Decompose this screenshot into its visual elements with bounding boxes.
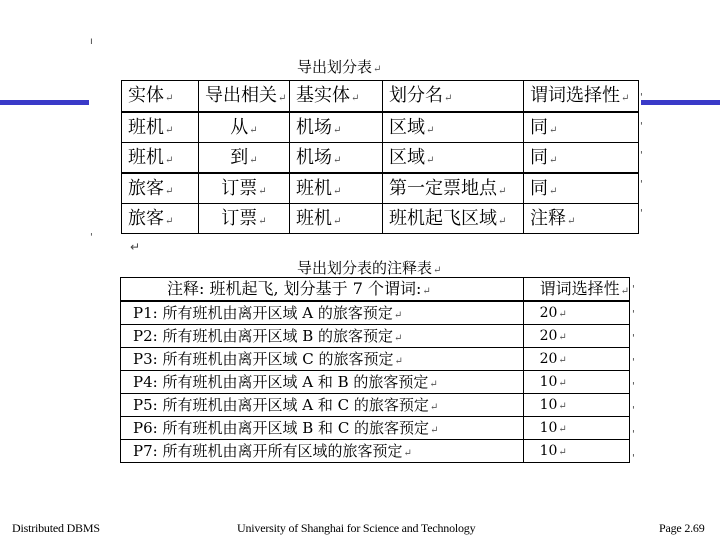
row-end-mark: ' xyxy=(640,121,643,132)
table-row xyxy=(121,371,630,394)
header-cell: 谓词选择性↵ xyxy=(524,81,639,113)
table-row xyxy=(121,440,630,463)
row-end-mark: ' xyxy=(632,284,635,295)
table-row xyxy=(121,348,630,371)
row-end-mark: ' xyxy=(632,453,635,464)
table-row xyxy=(122,173,639,204)
table-cell: 到↵ xyxy=(199,143,290,174)
row-end-mark: ' xyxy=(640,208,643,219)
table-cell: 机场↵ xyxy=(290,143,383,174)
header-cell: 实体↵ xyxy=(122,81,199,113)
table-row xyxy=(121,417,630,440)
table-cell: 班机↵ xyxy=(122,143,199,174)
header-cell: 导出相关↵ xyxy=(199,81,290,113)
selectivity-cell: 10↵ xyxy=(523,417,629,440)
table-cell: 班机↵ xyxy=(290,204,383,234)
table-cell: 旅客↵ xyxy=(122,204,199,234)
predicate-cell: P6: 所有班机由离开区域 B 和 C 的旅客预定↵ xyxy=(121,417,524,440)
selectivity-cell: 20↵ xyxy=(523,348,629,371)
predicate-cell: P1: 所有班机由离开区域 A 的旅客预定↵ xyxy=(121,301,524,325)
empty-paragraph-mark: ↵ xyxy=(130,240,141,254)
table-row xyxy=(122,112,639,143)
row-end-mark: ' xyxy=(640,92,643,103)
predicate-cell: P7: 所有班机由离开所有区域的旅客预定↵ xyxy=(121,440,524,463)
table-row xyxy=(121,301,630,325)
footer-page-number: Page 2.69 xyxy=(659,521,705,535)
footer-university: University of Shanghai for Science and Technology xyxy=(237,521,476,535)
left-accent-bar xyxy=(0,100,89,105)
table-cell: 机场↵ xyxy=(290,112,383,143)
row-end-mark: ' xyxy=(632,333,635,344)
table-cell: 订票↵ xyxy=(199,173,290,204)
table-cell: 班机↵ xyxy=(122,112,199,143)
predicate-cell: P5: 所有班机由离开区域 A 和 C 的旅客预定↵ xyxy=(121,394,524,417)
row-end-mark: ' xyxy=(632,357,635,368)
header-cell: 基实体↵ xyxy=(290,81,383,113)
partition-annotation-table xyxy=(120,277,630,463)
table-row xyxy=(122,204,639,234)
table-cell: 订票↵ xyxy=(199,204,290,234)
selectivity-cell: 20↵ xyxy=(523,301,629,325)
stray-mark-top: ı xyxy=(90,36,93,47)
footer-course-name: Distributed DBMS xyxy=(12,521,100,535)
row-end-mark: ' xyxy=(632,405,635,416)
row-end-mark: ' xyxy=(640,150,643,161)
table2-caption: 导出划分表的注释表↵ xyxy=(297,259,442,277)
derived-partition-table xyxy=(121,80,639,234)
table-cell: 班机↵ xyxy=(290,173,383,204)
table-cell: 区域↵ xyxy=(383,112,524,143)
row-end-mark: ' xyxy=(640,179,643,190)
table-header-row xyxy=(121,278,630,302)
table-cell: 从↵ xyxy=(199,112,290,143)
table1-caption: 导出划分表↵ xyxy=(297,58,382,76)
row-end-mark: ' xyxy=(632,381,635,392)
table-row xyxy=(122,143,639,174)
row-end-mark: ' xyxy=(632,429,635,440)
table-row xyxy=(121,325,630,348)
table-cell: 同↵ xyxy=(524,143,639,174)
row-end-mark: ' xyxy=(632,309,635,320)
selectivity-header-cell: 谓词选择性↵ xyxy=(523,278,629,302)
header-cell: 划分名↵ xyxy=(383,81,524,113)
table-cell: 注释↵ xyxy=(524,204,639,234)
table-cell: 同↵ xyxy=(524,112,639,143)
stray-mark-mid: ' xyxy=(90,232,93,243)
selectivity-cell: 10↵ xyxy=(523,371,629,394)
table-cell: 班机起飞区域↵ xyxy=(383,204,524,234)
table-row xyxy=(121,394,630,417)
predicate-cell: P3: 所有班机由离开区域 C 的旅客预定↵ xyxy=(121,348,524,371)
table-cell: 旅客↵ xyxy=(122,173,199,204)
predicate-cell: P4: 所有班机由离开区域 A 和 B 的旅客预定↵ xyxy=(121,371,524,394)
table-cell: 第一定票地点↵ xyxy=(383,173,524,204)
table-header-row xyxy=(122,81,639,113)
selectivity-cell: 20↵ xyxy=(523,325,629,348)
right-accent-bar xyxy=(641,100,720,105)
table-cell: 区域↵ xyxy=(383,143,524,174)
predicate-cell: P2: 所有班机由离开区域 B 的旅客预定↵ xyxy=(121,325,524,348)
note-header-cell: 注释: 班机起飞, 划分基于 7 个谓词:↵ xyxy=(121,278,524,302)
selectivity-cell: 10↵ xyxy=(523,394,629,417)
table-cell: 同↵ xyxy=(524,173,639,204)
selectivity-cell: 10↵ xyxy=(523,440,629,463)
